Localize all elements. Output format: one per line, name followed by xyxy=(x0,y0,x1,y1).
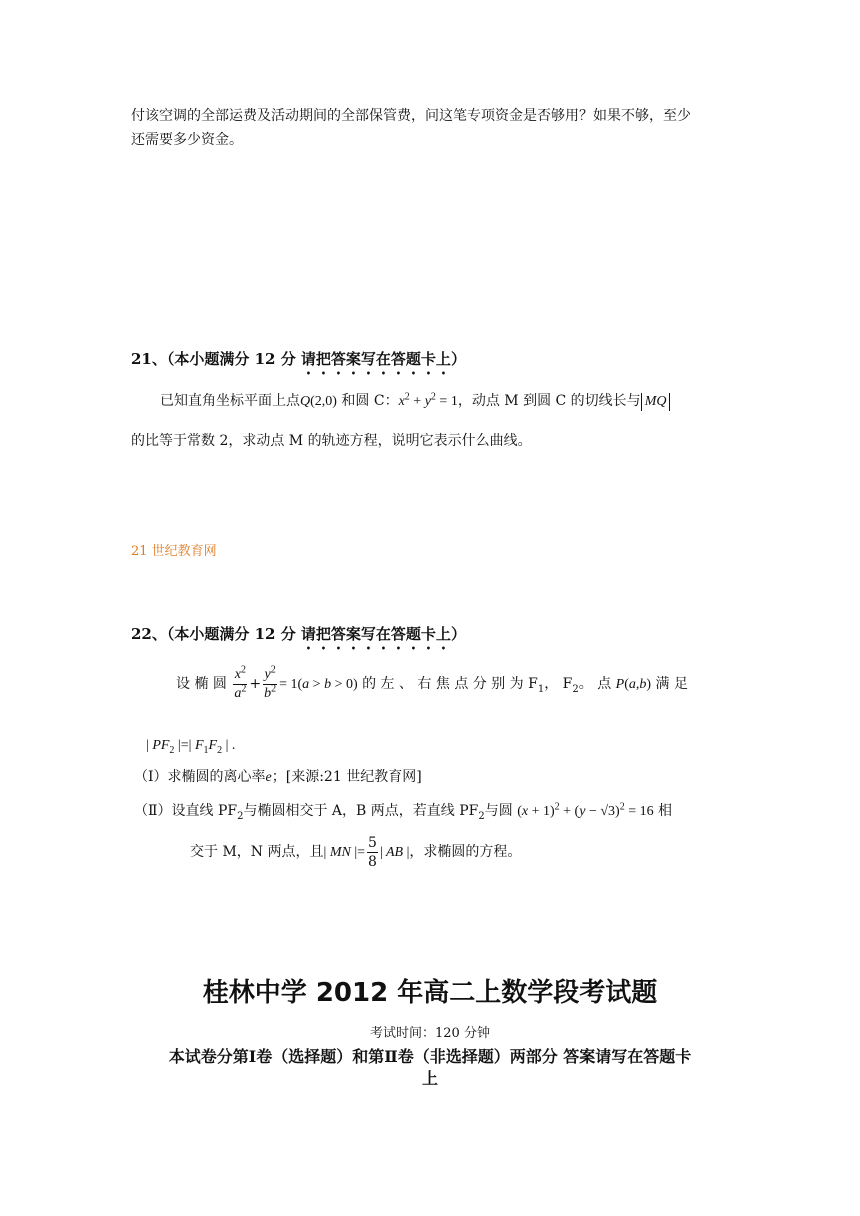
q22-part-2-text-c: 与圆 xyxy=(484,803,513,819)
exam-time: 考试时间：120 分钟 xyxy=(370,1026,490,1041)
q22-circle-equation: $(x + 1)^2 + (y - √3)^2 = 16$ xyxy=(517,801,654,819)
q22-fraction-y2-b2: $\frac{y^2}{b^2}$ xyxy=(264,663,277,701)
q21-body-line-1 xyxy=(160,389,740,414)
q22-paren-close: ） xyxy=(450,625,466,643)
continued-paragraph xyxy=(131,104,731,152)
q22-mn-ab-ratio: | MN |= xyxy=(323,845,366,860)
q22-eccentricity-e: e xyxy=(265,770,272,785)
q21-text-2: 和圆 C： xyxy=(341,393,399,409)
q22-fraction-5-8: $\frac{5}{8}$ xyxy=(368,834,377,870)
q22-part-1-source: ；[来源:21 世纪教育网] xyxy=(271,769,422,785)
q21-number: 21、 xyxy=(131,350,167,368)
q22-part-1 xyxy=(134,765,734,790)
exam-note-line-1: 本试卷分第Ⅰ卷（选择题）和第Ⅱ卷（非选择题）两部分 答案请写在答题卡 xyxy=(168,1047,692,1066)
q22-part-2-text-d: 相 xyxy=(658,803,673,819)
q22-part-1-text: （Ⅰ）求椭圆的离心率 xyxy=(134,769,266,785)
q22-number: 22、 xyxy=(131,625,167,643)
q21-paren-close: ） xyxy=(450,350,466,368)
q22-part-2-line-2-text-b: ，求椭圆的方程。 xyxy=(409,844,522,860)
q21-text-3: ，动点 M 到圆 C 的切线长与 xyxy=(457,393,641,409)
q21-text-1: 已知直角坐标平面上点 xyxy=(160,393,300,409)
q22-text-2: 的 左 、 右 焦 点 分 别 为 $F_1$， $F_2$。 点 xyxy=(362,676,612,695)
q22-point-p: P(a,b) xyxy=(615,677,652,692)
q22-part-2-line-2: 交于 M，N 两点，且| MN |= $\frac{5}{8}$ | AB |，求椭圆的方程。 xyxy=(190,834,522,870)
exam-title: 桂林中学 2012 年高二上数学段考试题 xyxy=(202,978,658,1008)
exam-note-line-2: 上 xyxy=(421,1069,438,1088)
q22-condition-formula: | $PF_2$ |=| $F_1F_2$ | . xyxy=(146,738,236,756)
q22-fraction-x2-a2: $\frac{x^2}{a^2}$ xyxy=(234,663,247,701)
q22-text-5: 满 足 xyxy=(655,676,688,692)
q22-dotted-note: 请把答案写在答题卡上 xyxy=(300,625,451,643)
q21-heading xyxy=(131,347,731,378)
q22-condition xyxy=(146,733,746,758)
q22-part-2-text-a: （Ⅱ）设直线 PF xyxy=(134,803,238,819)
q22-text-1: 设 椭 圆 xyxy=(176,676,227,692)
q22-ellipse-condition: = 1(a > b > 0) xyxy=(279,677,358,692)
q21-body-line-2: 的比等于常数 2，求动点 M 的轨迹方程，说明它表示什么曲线。 xyxy=(131,433,532,449)
watermark-text: 21 世纪教育网 xyxy=(131,544,217,559)
q21-circle-equation: $x^2 + y^2 = 1$ xyxy=(398,391,458,409)
q22-part-2-text-b: 与椭圆相交于 A，B 两点，若直线 PF xyxy=(243,803,479,819)
q22-part-2-line-1: （Ⅱ）设直线 $PF_2$与椭圆相交于 A，B 两点，若直线 $PF_2$与圆 $(x + 1)^2 + (y - √3)^2 = 16$ 相 xyxy=(134,801,673,822)
continued-line-2: 还需要多少资金。 xyxy=(131,132,243,148)
q21-abs-mq: MQ xyxy=(641,393,671,411)
continued-line-1: 付该空调的全部运费及活动期间的全部保管费，问这笔专项资金是否够用？如果不够，至少 xyxy=(131,108,691,124)
q22-heading xyxy=(131,622,731,653)
q21-point-q: Q(2,0) xyxy=(300,394,337,409)
q22-paren-open: （本小题满分 12 分 xyxy=(166,625,301,643)
q21-paren-open: （本小题满分 12 分 xyxy=(166,350,301,368)
q21-dotted-note: 请把答案写在答题卡上 xyxy=(300,350,451,368)
q22-body-line-1: 设 椭 圆 $\frac{x^2}{a^2}$ + $\frac{y^2}{b^2}$ = 1(a > b > 0) 的 左 、 右 焦 点 分 别 为 $F_1$， $F_2$。 点 P(a,b) 满 足 xyxy=(176,663,688,701)
exam-note xyxy=(110,1046,750,1090)
q22-part-2-line-2-text-a: 交于 M，N 两点，且 xyxy=(190,844,324,860)
